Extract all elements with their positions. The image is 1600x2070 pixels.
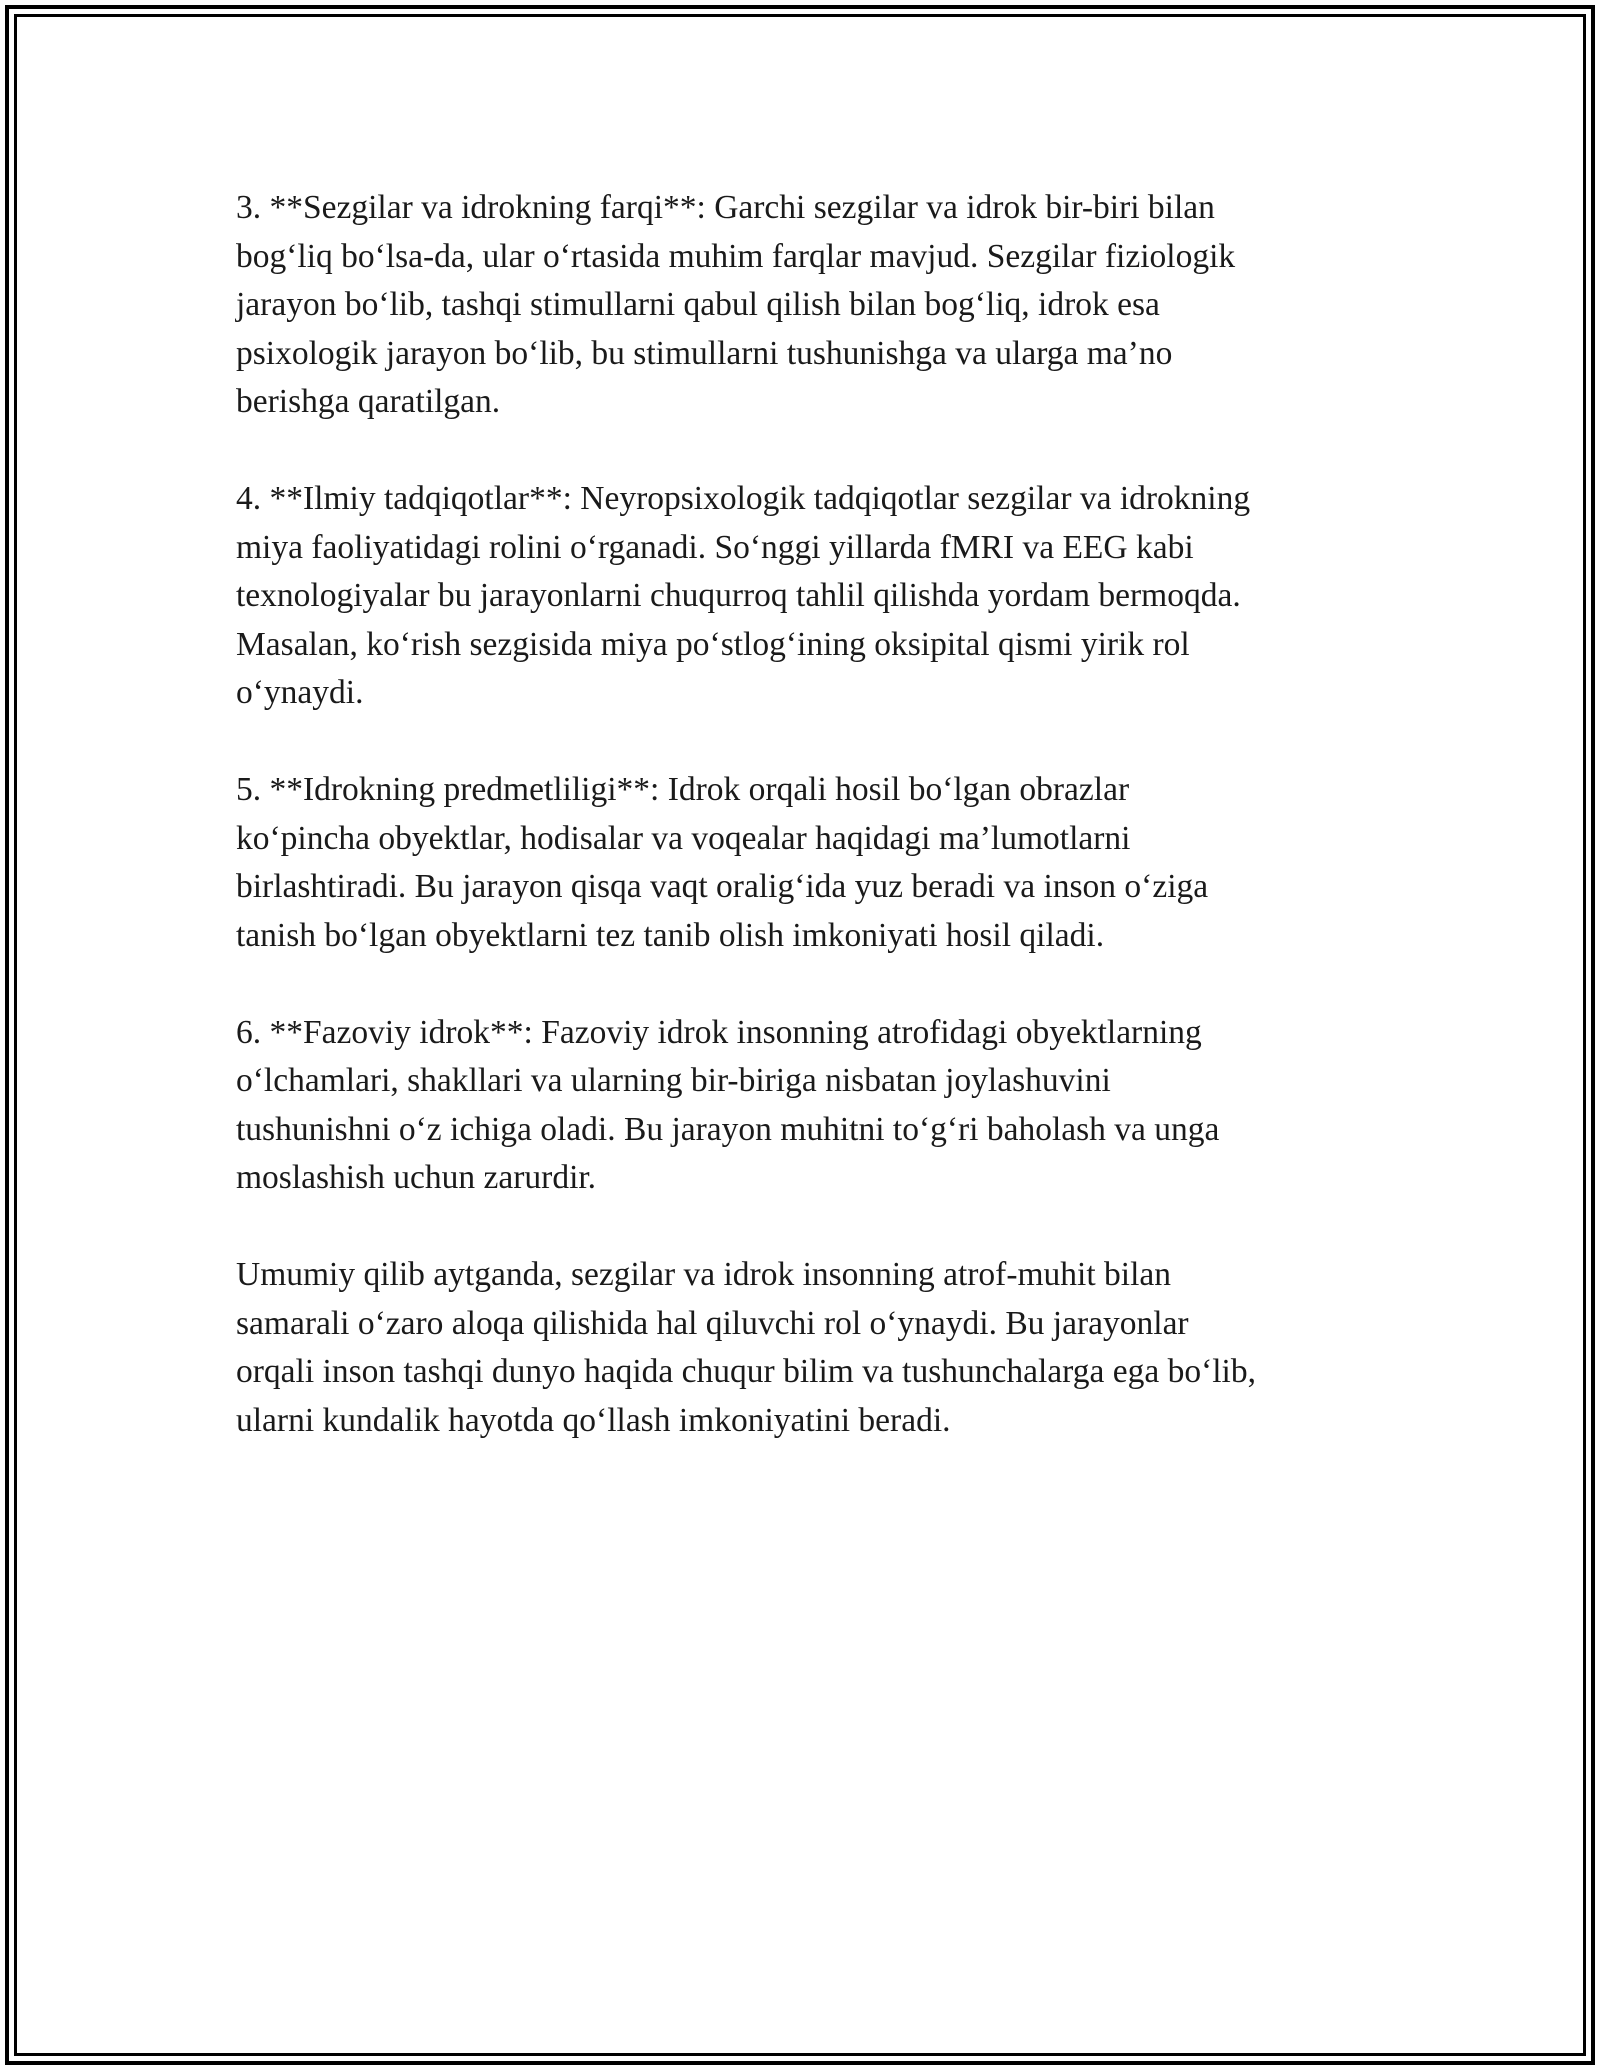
paragraph-idrokning-predmetliligi: 5. **Idrokning predmetliligi**: Idrok orqali hosil bo‘lgan obrazlar ko‘pincha obyektlar, hodisalar va voqealar haqidagi ma’lumotlarni birlashtiradi. Bu jarayon qisqa vaqt oralig‘ida yuz beradi va inson o‘ziga tanish bo‘lgan obyektlarni tez tanib olish imkoniyati hosil qiladi. [236,771,1209,954]
document-body [236,184,1366,1494]
paragraph-conclusion: Umumiy qilib aytganda, sezgilar va idrok insonning atrof-muhit bilan samarali o‘zaro aloqa qilishida hal qiluvchi rol o‘ynaydi. Bu jarayonlar orqali inson tashqi dunyo haqida chuqur bilim va tushunchalarga ega bo‘lib, ularni kundalik hayotda qo‘llash imkoniyatini beradi. [236,1256,1256,1439]
paragraph-fazoviy-idrok: 6. **Fazoviy idrok**: Fazoviy idrok insonning atrofidagi obyektlarning o‘lchamlari, shakllari va ularning bir-biriga nisbatan joylashuvini tushunishni o‘z ichiga oladi. Bu jarayon muhitni to‘g‘ri baholash va unga moslashish uchun zarurdir. [236,1013,1220,1196]
paragraph-ilmiy-tadqiqotlar: 4. **Ilmiy tadqiqotlar**: Neyropsixologik tadqiqotlar sezgilar va idrokning miya faoliyatidagi rolini o‘rganadi. So‘nggi yillarda fMRI va EEG kabi texnologiyalar bu jarayonlarni chuqurroq tahlil qilishda yordam bermoqda. Masalan, ko‘rish sezgisida miya po‘stlog‘ining oksipital qismi yirik rol o‘ynaydi. [236,480,1251,711]
paragraph-sezgilar-va-idrokning-farqi: 3. **Sezgilar va idrokning farqi**: Garchi sezgilar va idrok bir-biri bilan bog‘liq bo‘lsa-da, ular o‘rtasida muhim farqlar mavjud. Sezgilar fiziologik jarayon bo‘lib, tashqi stimullarni qabul qilish bilan bog‘liq, idrok esa psixologik jarayon bo‘lib, bu stimullarni tushunishga va ularga ma’no berishga qaratilgan. [236,189,1236,420]
